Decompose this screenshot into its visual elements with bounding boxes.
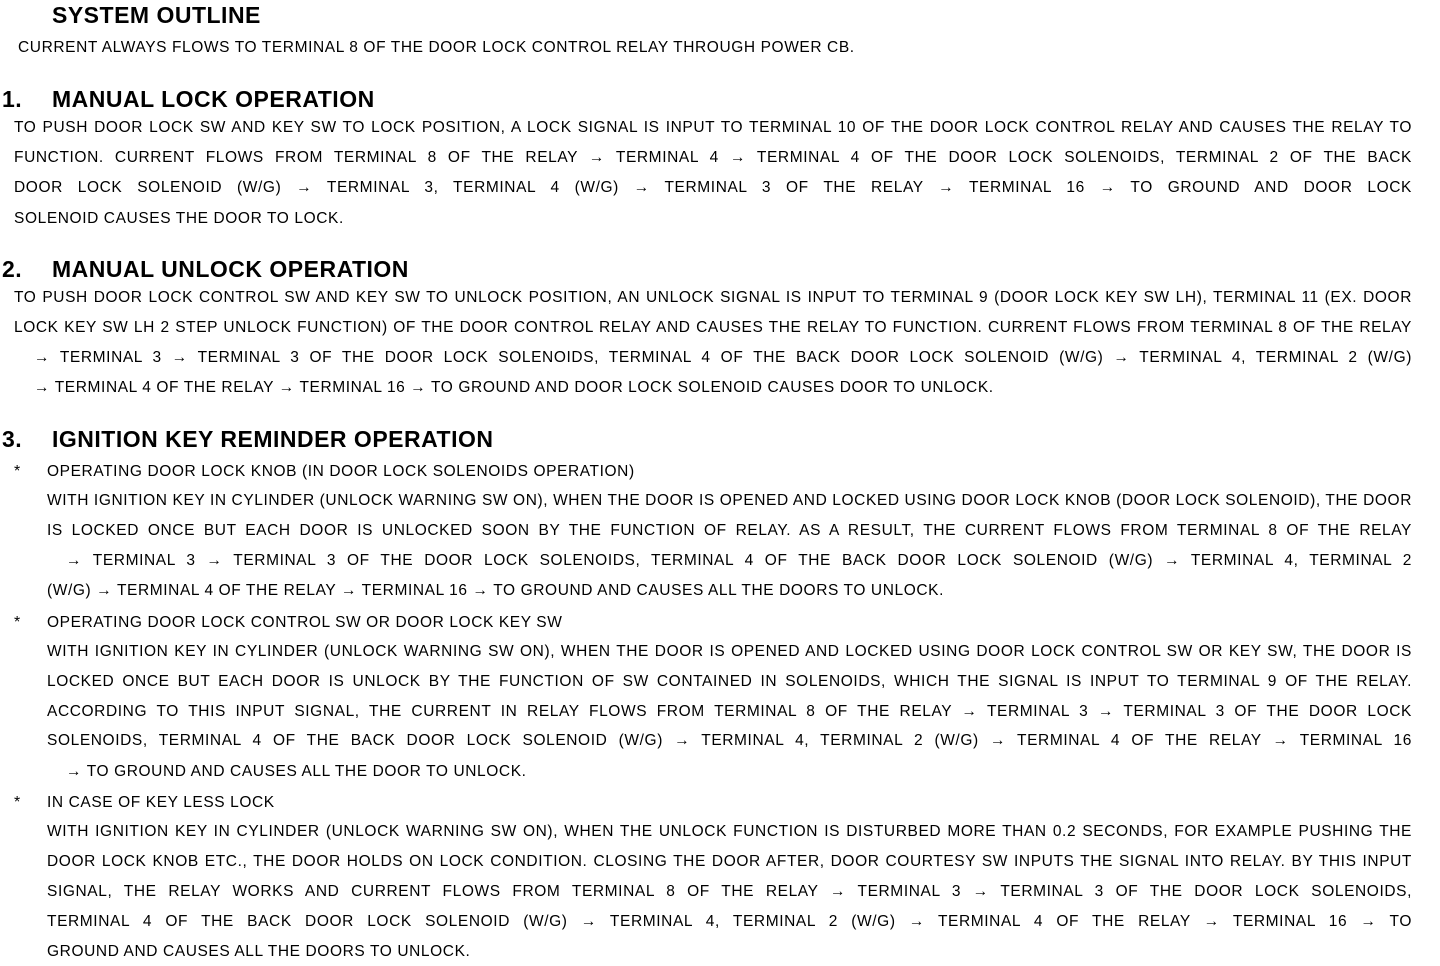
- item-2-line: SOLENOIDS, TERMINAL 4 OF THE BACK DOOR LOCK SOLENOID (W/G) → TERMINAL 4, TERMINAL 2 (W/G) → TERMINAL 4 OF THE RELAY → TERMINAL 16: [47, 732, 1412, 749]
- section-2-title: [2, 256, 409, 283]
- item-1-line: IS LOCKED ONCE BUT EACH DOOR IS UNLOCKED SOON BY THE FUNCTION OF RELAY. AS A RESULT, THE CURRENT FLOWS FROM TERMINAL 8 OF THE RELAY: [47, 522, 1412, 539]
- system-outline-text: CURRENT ALWAYS FLOWS TO TERMINAL 8 OF THE DOOR LOCK CONTROL RELAY THROUGH POWER CB.: [18, 39, 855, 56]
- item-3-line: SIGNAL, THE RELAY WORKS AND CURRENT FLOWS FROM TERMINAL 8 OF THE RELAY → TERMINAL 3 → TERMINAL 3 OF THE DOOR LOCK SOLENOIDS,: [47, 883, 1412, 900]
- section-2-title-text: MANUAL UNLOCK OPERATION: [52, 256, 409, 282]
- section-2-line: → TERMINAL 3 → TERMINAL 3 OF THE DOOR LOCK SOLENOIDS, TERMINAL 4 OF THE BACK DOOR LOCK SOLENOID (W/G) → TERMINAL 4, TERMINAL 2 (W/G): [34, 349, 1412, 366]
- item-3-heading: IN CASE OF KEY LESS LOCK: [47, 794, 275, 811]
- item-2-line: ACCORDING TO THIS INPUT SIGNAL, THE CURRENT IN RELAY FLOWS FROM TERMINAL 8 OF THE RELAY → TERMINAL 3 → TERMINAL 3 OF THE DOOR LOCK: [47, 703, 1412, 720]
- system-outline-title-text: SYSTEM OUTLINE: [52, 2, 261, 28]
- item-3-line: TERMINAL 4 OF THE BACK DOOR LOCK SOLENOID (W/G) → TERMINAL 4, TERMINAL 2 (W/G) → TERMINAL 4 OF THE RELAY → TERMINAL 16 → TO: [47, 913, 1412, 930]
- section-3-number: 3.: [2, 426, 23, 452]
- section-2-line: LOCK KEY SW LH 2 STEP UNLOCK FUNCTION) OF THE DOOR CONTROL RELAY AND CAUSES THE RELAY TO FUNCTION. CURRENT FLOWS FROM TERMINAL 8 OF THE RELAY: [14, 319, 1412, 336]
- item-3-line: DOOR LOCK KNOB ETC., THE DOOR HOLDS ON LOCK CONDITION. CLOSING THE DOOR AFTER, DOOR COURTESY SW INPUTS THE SIGNAL INTO RELAY. BY THIS INPUT: [47, 853, 1412, 870]
- bullet-mark: *: [14, 463, 21, 480]
- item-2-line: WITH IGNITION KEY IN CYLINDER (UNLOCK WARNING SW ON), WHEN THE DOOR IS OPENED AND LOCKED USING DOOR LOCK CONTROL SW OR KEY SW, THE DOOR IS: [47, 643, 1412, 660]
- section-1-number: 1.: [2, 86, 23, 112]
- item-1-line: WITH IGNITION KEY IN CYLINDER (UNLOCK WARNING SW ON), WHEN THE DOOR IS OPENED AND LOCKED USING DOOR LOCK KNOB (DOOR LOCK SOLENOID), THE DOOR: [47, 492, 1412, 509]
- section-2-line: → TERMINAL 4 OF THE RELAY → TERMINAL 16 → TO GROUND AND DOOR LOCK SOLENOID CAUSES DOOR TO UNLOCK.: [34, 379, 994, 396]
- item-3-line: GROUND AND CAUSES ALL THE DOORS TO UNLOCK.: [47, 943, 471, 960]
- section-1-line: TO PUSH DOOR LOCK SW AND KEY SW TO LOCK POSITION, A LOCK SIGNAL IS INPUT TO TERMINAL 10 OF THE DOOR LOCK CONTROL RELAY AND CAUSES THE RELAY TO: [14, 119, 1412, 136]
- bullet-mark: *: [14, 614, 21, 631]
- item-2-line: LOCKED ONCE BUT EACH DOOR IS UNLOCK BY THE FUNCTION OF SW CONTAINED IN SOLENOIDS, WHICH THE SIGNAL IS INPUT TO TERMINAL 9 OF THE RELAY.: [47, 673, 1412, 690]
- item-1-line: → TERMINAL 3 → TERMINAL 3 OF THE DOOR LOCK SOLENOIDS, TERMINAL 4 OF THE BACK DOOR LOCK SOLENOID (W/G) → TERMINAL 4, TERMINAL 2: [66, 552, 1412, 569]
- section-3-title: [2, 426, 493, 453]
- item-2-heading: OPERATING DOOR LOCK CONTROL SW OR DOOR LOCK KEY SW: [47, 614, 563, 631]
- section-1-line: FUNCTION. CURRENT FLOWS FROM TERMINAL 8 OF THE RELAY → TERMINAL 4 → TERMINAL 4 OF THE DOOR LOCK SOLENOIDS, TERMINAL 2 OF THE BACK: [14, 149, 1412, 166]
- item-1-heading: OPERATING DOOR LOCK KNOB (IN DOOR LOCK SOLENOIDS OPERATION): [47, 463, 635, 480]
- system-outline-title: [52, 2, 261, 29]
- section-1-title-text: MANUAL LOCK OPERATION: [52, 86, 375, 112]
- bullet-mark: *: [14, 794, 21, 811]
- item-3-line: WITH IGNITION KEY IN CYLINDER (UNLOCK WARNING SW ON), WHEN THE UNLOCK FUNCTION IS DISTURBED MORE THAN 0.2 SECONDS, FOR EXAMPLE PUSHING THE: [47, 823, 1412, 840]
- item-1-line: (W/G) → TERMINAL 4 OF THE RELAY → TERMINAL 16 → TO GROUND AND CAUSES ALL THE DOORS TO UNLOCK.: [47, 582, 945, 599]
- section-3-title-text: IGNITION KEY REMINDER OPERATION: [52, 426, 494, 452]
- section-1-line: DOOR LOCK SOLENOID (W/G) → TERMINAL 3, TERMINAL 4 (W/G) → TERMINAL 3 OF THE RELAY → TERMINAL 16 → TO GROUND AND DOOR LOCK: [14, 179, 1412, 196]
- section-2-line: TO PUSH DOOR LOCK CONTROL SW AND KEY SW TO UNLOCK POSITION, AN UNLOCK SIGNAL IS INPUT TO TERMINAL 9 (DOOR LOCK KEY SW LH), TERMINAL 11 (EX. DOOR: [14, 289, 1412, 306]
- section-1-line: SOLENOID CAUSES THE DOOR TO LOCK.: [14, 210, 344, 227]
- section-1-title: [2, 86, 375, 113]
- item-2-line: → TO GROUND AND CAUSES ALL THE DOOR TO UNLOCK.: [66, 763, 527, 780]
- section-2-number: 2.: [2, 256, 23, 282]
